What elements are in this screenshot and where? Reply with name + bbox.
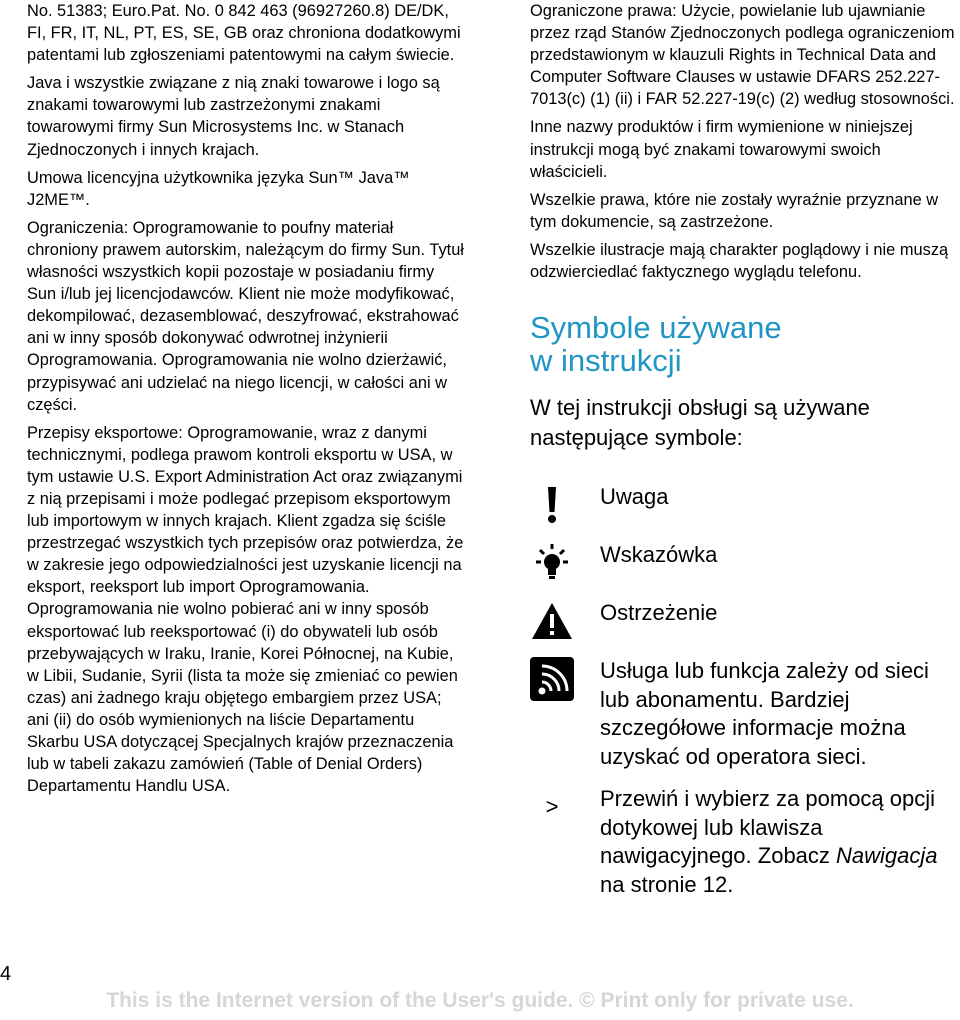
exclamation-icon (530, 483, 574, 527)
greater-than-icon: > (545, 794, 559, 820)
restrictions-paragraph: Ograniczenia: Oprogramowanie to poufny materiał chroniony prawem autorskim, należącym do firmy Sun. Tytuł własności wszystkich kopii pozostaje w posiadaniu firmy Sun i/lub jej licencjodawców. Klient nie może modyfikować, dekompilować, dezasemblować, deszyfrować, ekstrahować ani w inny sposób dokonywać odwrotnej inżynierii Oprogramowania. Oprogramowania nie wolno dzierżawić, przypisywać ani udzielać na niego licencji, w całości ani w części. (27, 218, 464, 414)
navigation-link-text: Nawigacja (836, 843, 938, 869)
export-paragraph: Przepisy eksportowe: Oprogramowanie, wraz z danymi technicznymi, podlega prawom kontroli eksportu w USA, w tym ustawie U.S. Export Administration Act oraz związanymi z nią przepisami i może podlegać przepisom eksportowym lub importowym w innych krajach. Klient zgadza się ściśle przestrzegać wszystkich tych przepisów oraz potwierdza, że w zakresie jego odpowiedzialności jest uzyskanie licencji na eksport, reeksport lub import Oprogramowania. Oprogramowania nie wolno pobierać ani w inny sposób eksportować lub reeksportować (i) do obywateli lub osób przebywających w Iraku, Iranie, Korei Północnej, na Kubie, w Libii, Sudanie, Syrii (lista ta może się zmieniać co pewien czas) ani żadnego kraju objętego embargiem przez USA; ani (ii) do osób wymienionych na liście Departamentu Skarbu USA dotyczącej Specjalnych krajów przeznaczenia lub w tabeli zakazu zamówień (Table of Denial Orders) Departamentu Handlu USA. (27, 423, 464, 796)
license-title-paragraph: Umowa licencyjna użytkownika języka Sun™ Java™ J2ME™. (27, 168, 410, 209)
section-title (530, 311, 960, 377)
footer-watermark: This is the Internet version of the User's guide. © Print only for private use. (106, 989, 854, 1012)
symbol-label-tip: Wskazówka (600, 542, 718, 568)
symbol-row-note (530, 483, 960, 527)
illustrations-paragraph: Wszelkie ilustracje mają charakter poglądowy i nie muszą odzwierciedlać faktycznego wyglądu telefonu. (530, 240, 949, 282)
java-trademark-paragraph: Java i wszystkie związane z nią znaki towarowe i logo są znakami towarowymi lub zastrzeżonymi znakami towarowymi firmy Sun Microsystems Inc. w Stanach Zjednoczonych i innych krajach. (27, 74, 440, 159)
patent-paragraph: No. 51383; Euro.Pat. No. 0 842 463 (96927260.8) DE/DK, FI, FR, IT, NL, PT, ES, SE, GB oraz chroniona dodatkowymi patentami lub zgłoszeniami patentowymi na całym świecie. (27, 2, 461, 65)
symbols-intro: W tej instrukcji obsługi są używane następujące symbole: (530, 395, 870, 451)
lightbulb-icon (530, 541, 574, 585)
restricted-rights-paragraph: Ograniczone prawa: Użycie, powielanie lub ujawnianie przez rząd Stanów Zjednoczonych podlega ograniczeniom przedstawionym w klauzuli Rights in Technical Data and Computer Software Clauses w ustawie DFARS 252.227-7013(c) (1) (ii) i FAR 52.227-19(c) (2) według stosowności. (530, 2, 955, 109)
symbol-label-network: Usługa lub funkcja zależy od sieci lub abonamentu. Bardziej szczegółowe informacje można uzyskać od operatora sieci. (600, 658, 929, 769)
symbol-label-navigation (600, 785, 960, 899)
rights-reserved-paragraph: Wszelkie prawa, które nie zostały wyraźnie przyznane w tym dokumencie, są zastrzeżone. (530, 190, 939, 231)
symbol-label-note: Uwaga (600, 484, 669, 510)
symbol-row-navigation (530, 785, 960, 899)
symbol-label-warning: Ostrzeżenie (600, 600, 718, 626)
symbol-row-tip (530, 541, 960, 585)
symbol-row-network (530, 657, 960, 771)
page-number: 4 (0, 963, 12, 985)
left-column (27, 0, 467, 803)
navigation-text-after: na stronie 12. (600, 871, 734, 897)
other-names-paragraph: Inne nazwy produktów i firm wymienione w niniejszej instrukcji mogą być znakami towarowymi swoich właścicieli. (530, 118, 913, 181)
section-title-line2: w instrukcji (530, 343, 682, 379)
symbol-row-warning (530, 599, 960, 643)
section-title-line1: Symbole używane (530, 310, 782, 346)
warning-triangle-icon (530, 599, 574, 643)
right-column (530, 0, 960, 913)
network-service-icon (530, 657, 574, 701)
navigation-text-before: Przewiń i wybierz za pomocą opcji dotykowej lub klawisza nawigacyjnego. Zobacz (600, 786, 936, 869)
